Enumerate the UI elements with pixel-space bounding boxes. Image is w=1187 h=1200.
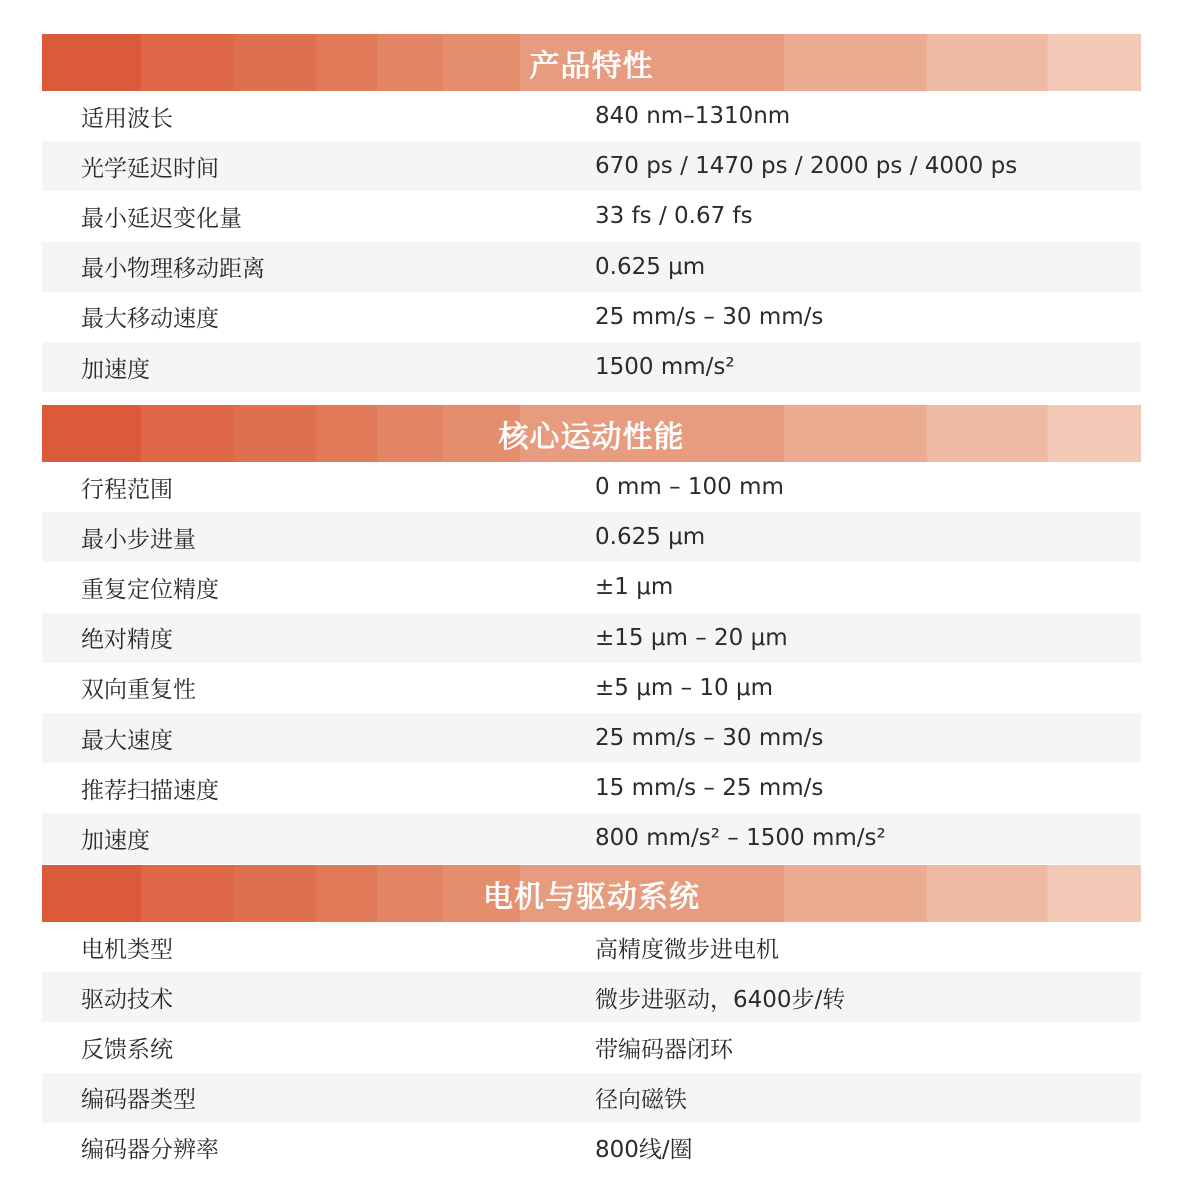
spec-value: 0.625 μm	[595, 253, 706, 280]
spec-label: 最小步进量	[81, 526, 196, 553]
spec-value: 高精度微步进电机	[595, 936, 779, 963]
table-row	[42, 972, 1141, 1022]
table-row	[42, 141, 1141, 191]
spec-label: 绝对精度	[81, 627, 173, 654]
spec-label: 双向重复性	[81, 677, 196, 704]
spec-value: 径向磁铁	[595, 1087, 687, 1114]
spec-value: 25 mm/s – 30 mm/s	[595, 725, 824, 752]
table-row	[42, 191, 1141, 241]
table-row	[42, 1022, 1141, 1072]
spec-value: 670 ps / 1470 ps / 2000 ps / 4000 ps	[595, 153, 1018, 180]
table-row	[42, 562, 1141, 612]
table-row	[42, 813, 1141, 863]
table-row	[42, 292, 1141, 342]
table-row	[42, 242, 1141, 292]
table-row	[42, 342, 1141, 392]
table-row	[42, 922, 1141, 972]
spec-value: 0.625 μm	[595, 524, 706, 551]
spec-table	[42, 91, 1141, 392]
spec-label: 电机类型	[81, 936, 173, 963]
spec-label: 加速度	[81, 827, 150, 854]
section-header	[42, 405, 1141, 462]
spec-label: 适用波长	[81, 105, 173, 132]
spec-label: 加速度	[81, 356, 150, 383]
spec-value: ±15 μm – 20 μm	[595, 624, 788, 651]
spec-label: 推荐扫描速度	[81, 777, 219, 804]
table-row	[42, 1073, 1141, 1123]
table-row	[42, 91, 1141, 141]
spec-label: 最小物理移动距离	[81, 256, 265, 283]
spec-value: ±5 μm – 10 μm	[595, 674, 773, 701]
spec-value: 800线/圈	[595, 1137, 693, 1164]
spec-table	[42, 922, 1141, 1173]
spec-value: 840 nm–1310nm	[595, 103, 791, 130]
spec-label: 驱动技术	[81, 986, 173, 1013]
spec-label: 行程范围	[81, 476, 173, 503]
table-row	[42, 1123, 1141, 1173]
spec-label: 光学延迟时间	[81, 155, 219, 182]
section-header	[42, 34, 1141, 91]
spec-value: 25 mm/s – 30 mm/s	[595, 303, 824, 330]
spec-value: 33 fs / 0.67 fs	[595, 203, 753, 230]
section-core-motion	[42, 405, 1141, 864]
spec-label: 最大移动速度	[81, 306, 219, 333]
section-product-features	[42, 34, 1141, 392]
table-row	[42, 663, 1141, 713]
section-title: 核心运动性能	[498, 419, 685, 455]
spec-label: 最小延迟变化量	[81, 205, 242, 232]
table-row	[42, 713, 1141, 763]
section-header	[42, 865, 1141, 922]
spec-value: 800 mm/s² – 1500 mm/s²	[595, 825, 886, 852]
spec-label: 重复定位精度	[81, 576, 219, 603]
spec-value: ±1 μm	[595, 574, 674, 601]
section-title: 电机与驱动系统	[483, 879, 700, 915]
spec-label: 反馈系统	[81, 1036, 173, 1063]
table-row	[42, 613, 1141, 663]
table-row	[42, 512, 1141, 562]
spec-value: 15 mm/s – 25 mm/s	[595, 775, 824, 802]
spec-value: 微步进驱动，6400步/转	[595, 986, 846, 1013]
spec-label: 编码器分辨率	[81, 1137, 219, 1164]
section-motor-drive	[42, 865, 1141, 1173]
spec-value: 带编码器闭环	[595, 1036, 733, 1063]
spec-label: 最大速度	[81, 727, 173, 754]
spec-label: 编码器类型	[81, 1087, 196, 1114]
table-row	[42, 462, 1141, 512]
section-title: 产品特性	[529, 48, 654, 84]
spec-value: 0 mm – 100 mm	[595, 474, 784, 501]
spec-value: 1500 mm/s²	[595, 354, 735, 381]
spec-table	[42, 462, 1141, 864]
table-row	[42, 763, 1141, 813]
